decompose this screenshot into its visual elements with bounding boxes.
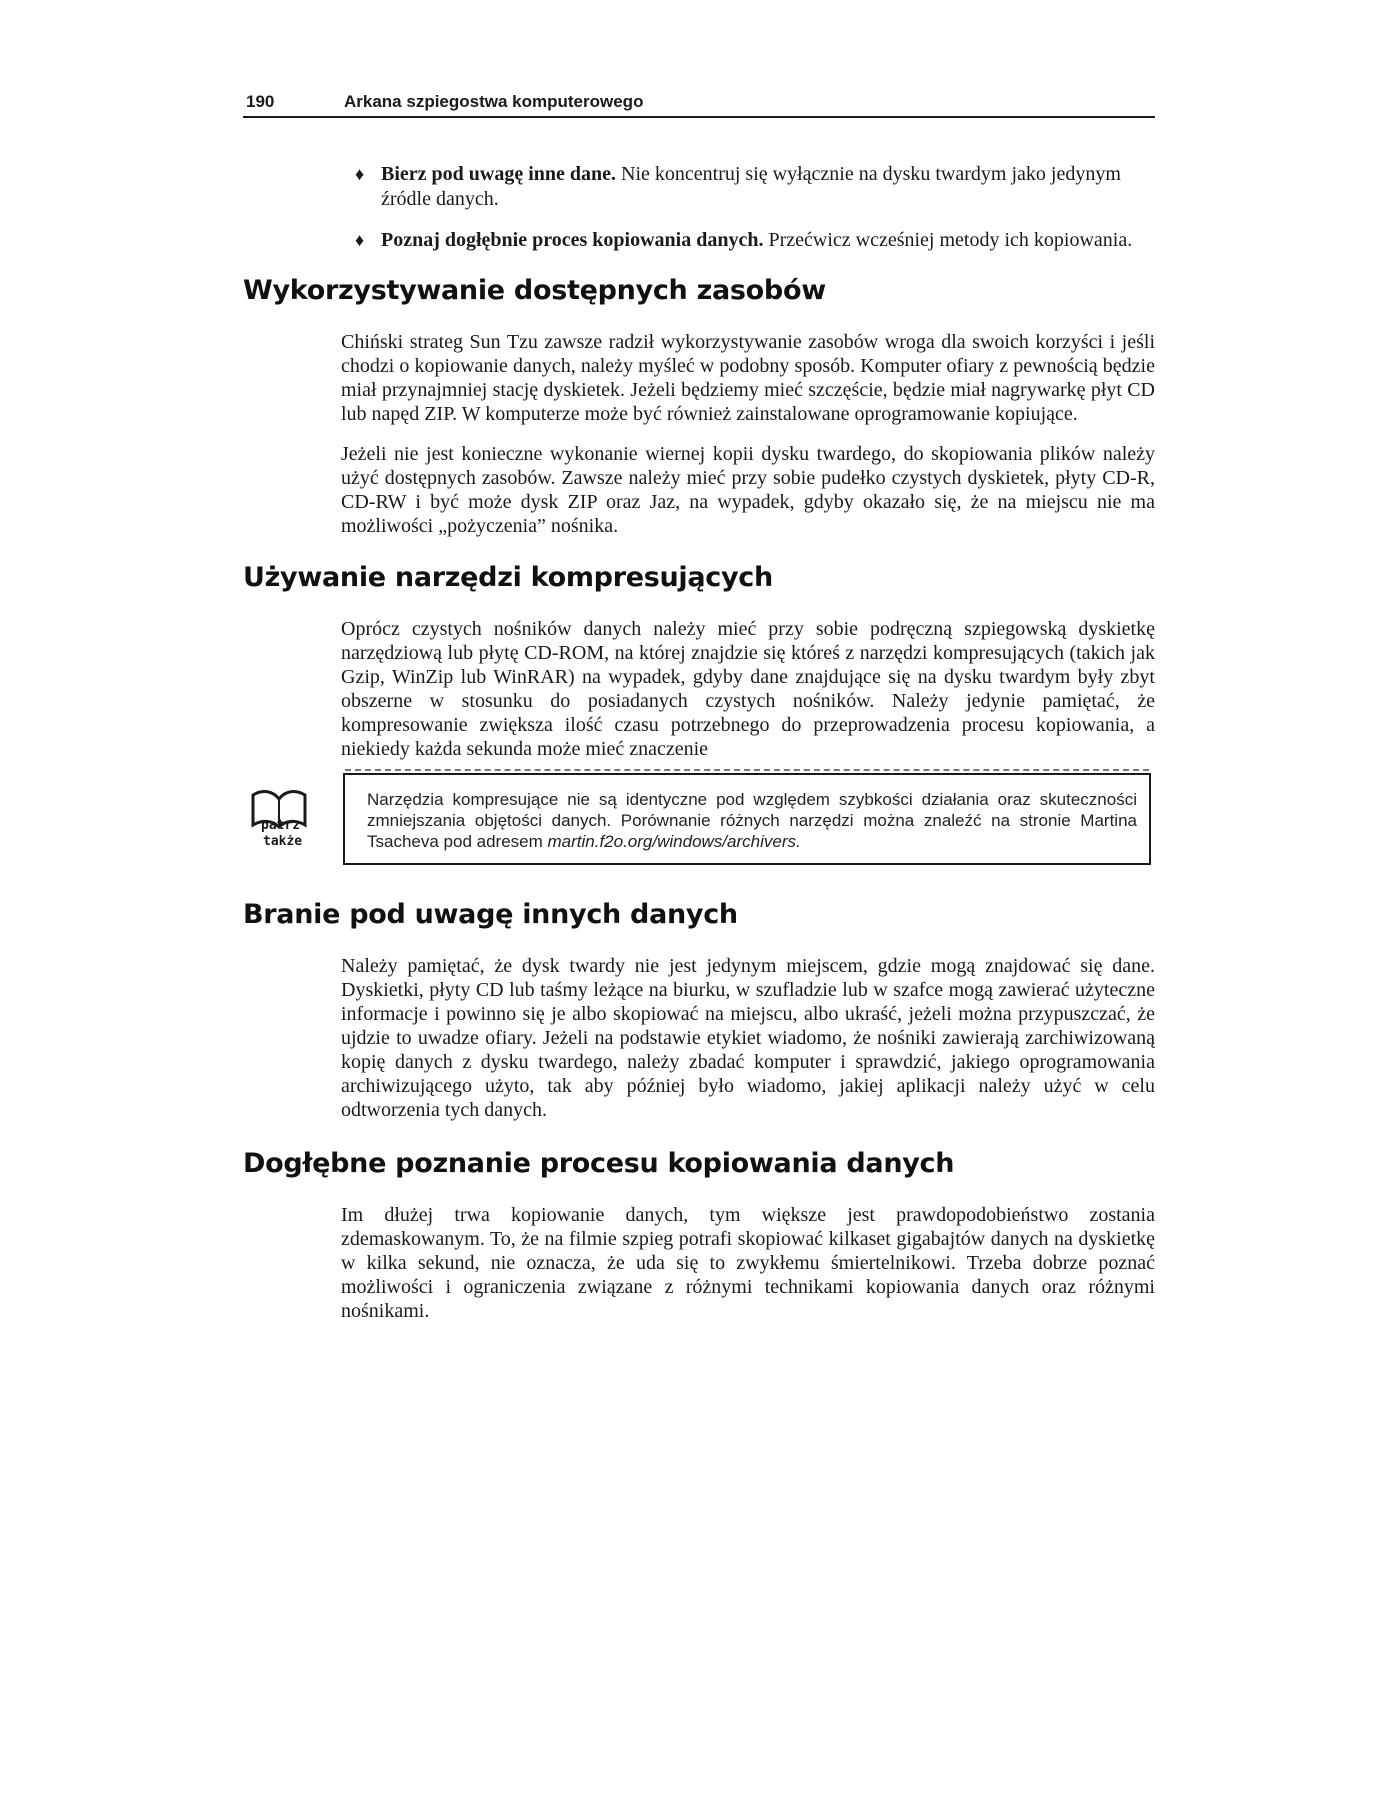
diamond-bullet-icon: ♦ xyxy=(355,230,365,250)
bullet-lead: Bierz pod uwagę inne dane. xyxy=(381,163,617,185)
section-heading: Branie pod uwagę innych danych xyxy=(243,899,738,930)
see-also-label: także xyxy=(263,834,303,849)
page-header xyxy=(243,88,1155,118)
body-paragraph: Należy pamiętać, że dysk twardy nie jest jedynym miejscem, gdzie mogą znajdować się dane. Dyskietki, płyty CD lub taśmy leżące na biurku, w szufladzie lub w szafce mogą zawierać użyteczne informacje i powinno się je albo skopiować na miejscu, albo ukraść, jeżeli można przypuszczać, że ujdzie to uwadze ofiary. Jeżeli na podstawie etykiet wiadomo, że nośniki zawierają zarchiwizowaną kopię danych z dysku twardego, należy zbadać komputer i sprawdzić, jakiego oprogramowania archiwizującego użyto, tak aby później było wiadomo, jakiej aplikacji należy użyć w celu odtworzenia tych danych. xyxy=(341,955,1155,1121)
running-title: Arkana szpiegostwa komputerowego xyxy=(344,92,644,111)
diamond-bullet-icon: ♦ xyxy=(355,164,365,184)
bullet-list xyxy=(355,162,1145,253)
page-number: 190 xyxy=(246,92,275,111)
note-body: Narzędzia kompresujące nie są identyczne pod względem szybkości działania oraz skuteczności zmniejszania objętości danych. Porównanie różnych narzędzi można znaleźć na stronie Martina Tsacheva pod adresem xyxy=(367,790,1137,851)
note-box xyxy=(343,773,1151,865)
bullet-text: Nie koncentruj się wyłącznie na dysku twardym jako jedynym źródle danych. xyxy=(381,163,1121,210)
bullet-text: Przećwicz wcześniej metody ich kopiowania. xyxy=(763,229,1133,251)
bullet-lead: Poznaj dogłębnie proces kopiowania danych. xyxy=(381,229,764,251)
body-paragraph: Oprócz czystych nośników danych należy mieć przy sobie podręczną szpiegowską dyskietkę narzędziową lub płytę CD-ROM, na której znajdzie się któreś z narzędzi kompresujących (takich jak Gzip, WinZip lub WinRAR) na wypadek, gdyby dane znajdujące się na dysku twardym były zbyt obszerne w stosunku do posiadanych czystych nośników. Należy jedynie pamiętać, że kompresowanie zwiększa ilość czasu potrzebnego do przeprowadzenia procesu kopiowania, a niekiedy każda sekunda może mieć znaczenie xyxy=(341,618,1155,760)
body-paragraph: Im dłużej trwa kopiowanie danych, tym większe jest prawdopodobieństwo zostania zdemaskowanym. To, że na filmie szpieg potrafi skopiować kilkaset gigabajtów danych na dyskietkę w kilka sekund, nie oznacza, że uda się to zwykłemu śmiertelnikowi. Trzeba dobrze poznać możliwości i ograniczenia związane z różnymi technikami kopiowania danych oraz różnymi nośnikami. xyxy=(341,1204,1155,1322)
divider xyxy=(345,769,1149,771)
see-also-note xyxy=(243,773,1155,873)
page-content xyxy=(243,162,1155,1323)
see-also-label: patrz xyxy=(261,818,301,833)
section-heading: Używanie narzędzi kompresujących xyxy=(243,562,773,593)
open-book-icon xyxy=(247,785,311,849)
note-url: martin.f2o.org/windows/archivers. xyxy=(547,832,801,851)
bullet-item xyxy=(355,228,1145,253)
body-paragraph: Jeżeli nie jest konieczne wykonanie wiernej kopii dysku twardego, do skopiowania plików należy użyć dostępnych zasobów. Zawsze należy mieć przy sobie pudełko czystych dyskietek, płyty CD-R, CD-RW i być może dysk ZIP oraz Jaz, na wypadek, gdyby okazało się, że na miejscu nie ma możliwości „pożyczenia” nośnika. xyxy=(341,443,1155,537)
section-heading: Wykorzystywanie dostępnych zasobów xyxy=(243,275,826,306)
bullet-item xyxy=(355,162,1145,212)
note-text xyxy=(367,789,1137,852)
section-heading: Dogłębne poznanie procesu kopiowania danych xyxy=(243,1148,955,1179)
body-paragraph: Chiński strateg Sun Tzu zawsze radził wykorzystywanie zasobów wroga dla swoich korzyści i jeśli chodzi o kopiowanie danych, należy myśleć w podobny sposób. Komputer ofiary z pewnością będzie miał przynajmniej stację dyskietek. Jeżeli będziemy mieć szczęście, będzie miał nagrywarkę płyt CD lub napęd ZIP. W komputerze może być również zainstalowane oprogramowanie kopiujące. xyxy=(341,331,1155,425)
